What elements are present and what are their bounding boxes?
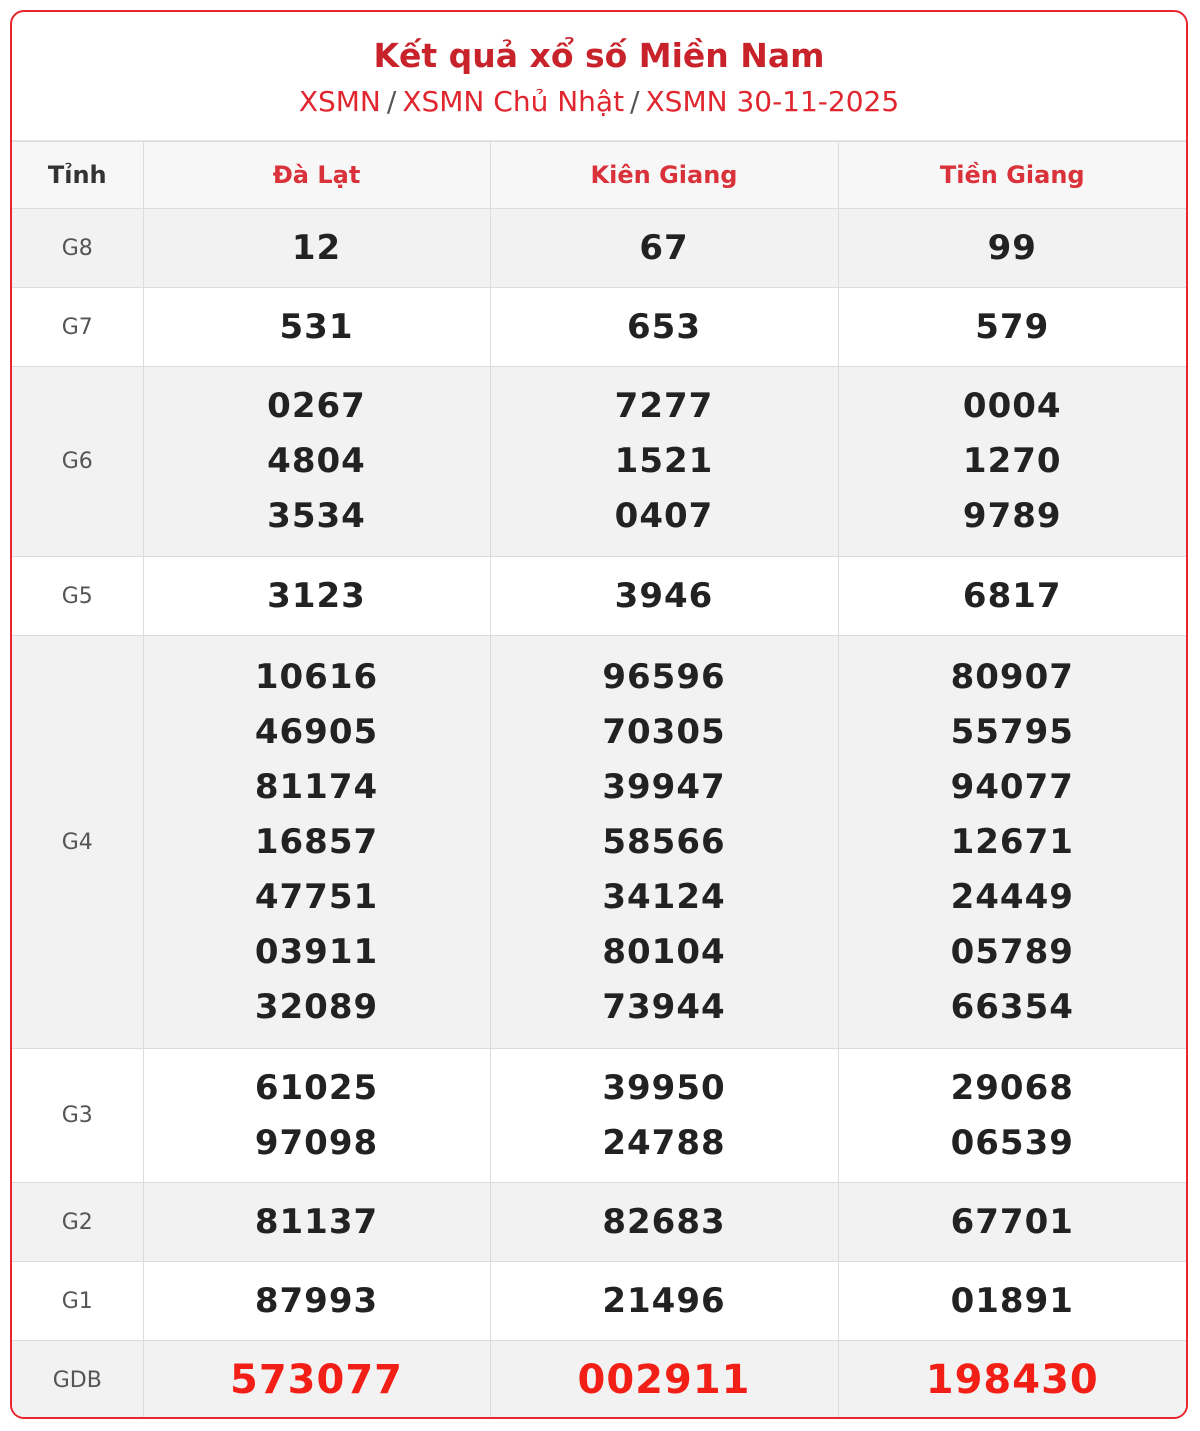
breadcrumb-link-date[interactable]: XSMN 30-11-2025: [645, 85, 900, 118]
prize-number: 46905: [254, 711, 379, 752]
prize-cell: [490, 367, 838, 557]
prize-cell: [490, 288, 838, 367]
prize-label: G2: [12, 1183, 143, 1262]
prize-number: 16857: [254, 821, 379, 862]
province-header-tien-giang[interactable]: Tiền Giang: [838, 142, 1186, 209]
prize-cell: [490, 1183, 838, 1262]
prize-number: 58566: [602, 821, 726, 862]
prize-cell: [143, 1183, 490, 1262]
prize-cell: [143, 557, 490, 636]
prize-number: 55795: [950, 711, 1074, 752]
prize-number: 0004: [962, 386, 1062, 426]
province-column-header: Tỉnh: [12, 142, 143, 209]
breadcrumb-separator: /: [386, 85, 397, 118]
prize-number: 3534: [267, 496, 366, 536]
prize-number: 1521: [614, 441, 714, 481]
prize-row-g1: [12, 1262, 1186, 1341]
prize-cell: [838, 367, 1186, 557]
prize-label: G7: [12, 288, 143, 367]
breadcrumb: [12, 84, 1186, 120]
prize-number: 531: [279, 306, 354, 347]
prize-cell: [490, 557, 838, 636]
prize-number: 39950: [602, 1067, 726, 1108]
prize-number: 01891: [950, 1280, 1074, 1321]
prize-row-g2: [12, 1183, 1186, 1262]
prize-number: 579: [975, 306, 1050, 347]
prize-row-g5: [12, 557, 1186, 636]
prize-number: 4804: [267, 441, 366, 481]
prize-cell: [143, 1262, 490, 1341]
breadcrumb-link-xsmn[interactable]: XSMN: [298, 85, 381, 118]
prize-number: 3123: [267, 575, 366, 616]
prize-number: 12671: [950, 821, 1074, 862]
prize-row-g3: [12, 1049, 1186, 1183]
prize-number: 80907: [950, 656, 1074, 697]
prize-row-g6: [12, 367, 1186, 557]
prize-cell: [838, 1183, 1186, 1262]
prize-number: 81174: [254, 766, 379, 807]
page-title: Kết quả xổ số Miền Nam: [373, 36, 825, 75]
prize-number: 03911: [254, 931, 379, 972]
prize-number: 96596: [602, 656, 726, 697]
prize-number: 32089: [254, 986, 379, 1027]
prize-cell: [143, 367, 490, 557]
prize-cell: [838, 1049, 1186, 1183]
prize-cell: [838, 557, 1186, 636]
province-header-kien-giang[interactable]: Kiên Giang: [490, 142, 838, 209]
prize-number: 653: [627, 306, 701, 347]
prize-number: 1270: [962, 441, 1062, 481]
prize-number: 61025: [254, 1067, 379, 1108]
results-table: [12, 141, 1186, 1419]
breadcrumb-link-sunday[interactable]: XSMN Chủ Nhật: [402, 85, 625, 118]
prize-cell: [838, 636, 1186, 1049]
prize-number: 06539: [950, 1122, 1074, 1163]
prize-number: 82683: [602, 1201, 726, 1242]
prize-cell: [838, 288, 1186, 367]
special-prize-number: 002911: [577, 1356, 751, 1403]
prize-number: 10616: [254, 656, 379, 697]
prize-label: GDB: [12, 1341, 143, 1420]
prize-cell: [143, 1049, 490, 1183]
lottery-result-card: [10, 10, 1188, 1419]
prize-label: G5: [12, 557, 143, 636]
prize-cell: [490, 1049, 838, 1183]
prize-cell: [490, 209, 838, 288]
prize-number: 99: [987, 227, 1037, 268]
prize-number: 7277: [614, 386, 714, 426]
prize-cell: [490, 636, 838, 1049]
prize-number: 0407: [614, 496, 714, 536]
prize-number: 9789: [962, 496, 1062, 536]
prize-cell: [838, 209, 1186, 288]
prize-cell: [838, 1341, 1186, 1420]
prize-cell: [838, 1262, 1186, 1341]
prize-row-g8: [12, 209, 1186, 288]
prize-number: 24449: [950, 876, 1074, 917]
prize-cell: [143, 1341, 490, 1420]
prize-cell: [143, 209, 490, 288]
special-prize-number: 198430: [925, 1356, 1099, 1403]
prize-row-g7: [12, 288, 1186, 367]
prize-label: G8: [12, 209, 143, 288]
table-header-row: [12, 142, 1186, 209]
prize-number: 70305: [602, 711, 726, 752]
prize-number: 34124: [602, 876, 726, 917]
prize-cell: [490, 1341, 838, 1420]
prize-number: 29068: [950, 1067, 1074, 1108]
results-header: [12, 12, 1186, 141]
prize-row-g4: [12, 636, 1186, 1049]
prize-label: G3: [12, 1049, 143, 1183]
prize-number: 39947: [602, 766, 726, 807]
special-prize-number: 573077: [230, 1356, 403, 1403]
prize-number: 94077: [950, 766, 1074, 807]
prize-cell: [143, 636, 490, 1049]
prize-number: 12: [291, 227, 342, 268]
prize-label: G4: [12, 636, 143, 1049]
prize-number: 47751: [254, 876, 379, 917]
prize-number: 81137: [254, 1201, 379, 1242]
prize-number: 24788: [602, 1122, 726, 1163]
prize-number: 6817: [962, 575, 1062, 616]
prize-number: 3946: [614, 575, 714, 616]
prize-cell: [143, 288, 490, 367]
prize-label: G1: [12, 1262, 143, 1341]
prize-number: 67701: [950, 1201, 1074, 1242]
breadcrumb-separator: /: [630, 85, 640, 118]
prize-number: 87993: [254, 1280, 379, 1321]
prize-number: 97098: [254, 1122, 379, 1163]
prize-number: 21496: [602, 1280, 726, 1321]
prize-number: 67: [639, 227, 689, 268]
province-header-da-lat[interactable]: Đà Lạt: [143, 142, 490, 209]
results-body: [12, 209, 1186, 1420]
prize-number: 66354: [950, 986, 1074, 1027]
prize-number: 05789: [950, 931, 1074, 972]
prize-cell: [490, 1262, 838, 1341]
prize-number: 80104: [602, 931, 726, 972]
prize-label: G6: [12, 367, 143, 557]
prize-number: 73944: [602, 986, 726, 1027]
prize-row-gdb: [12, 1341, 1186, 1420]
prize-number: 0267: [267, 386, 366, 426]
